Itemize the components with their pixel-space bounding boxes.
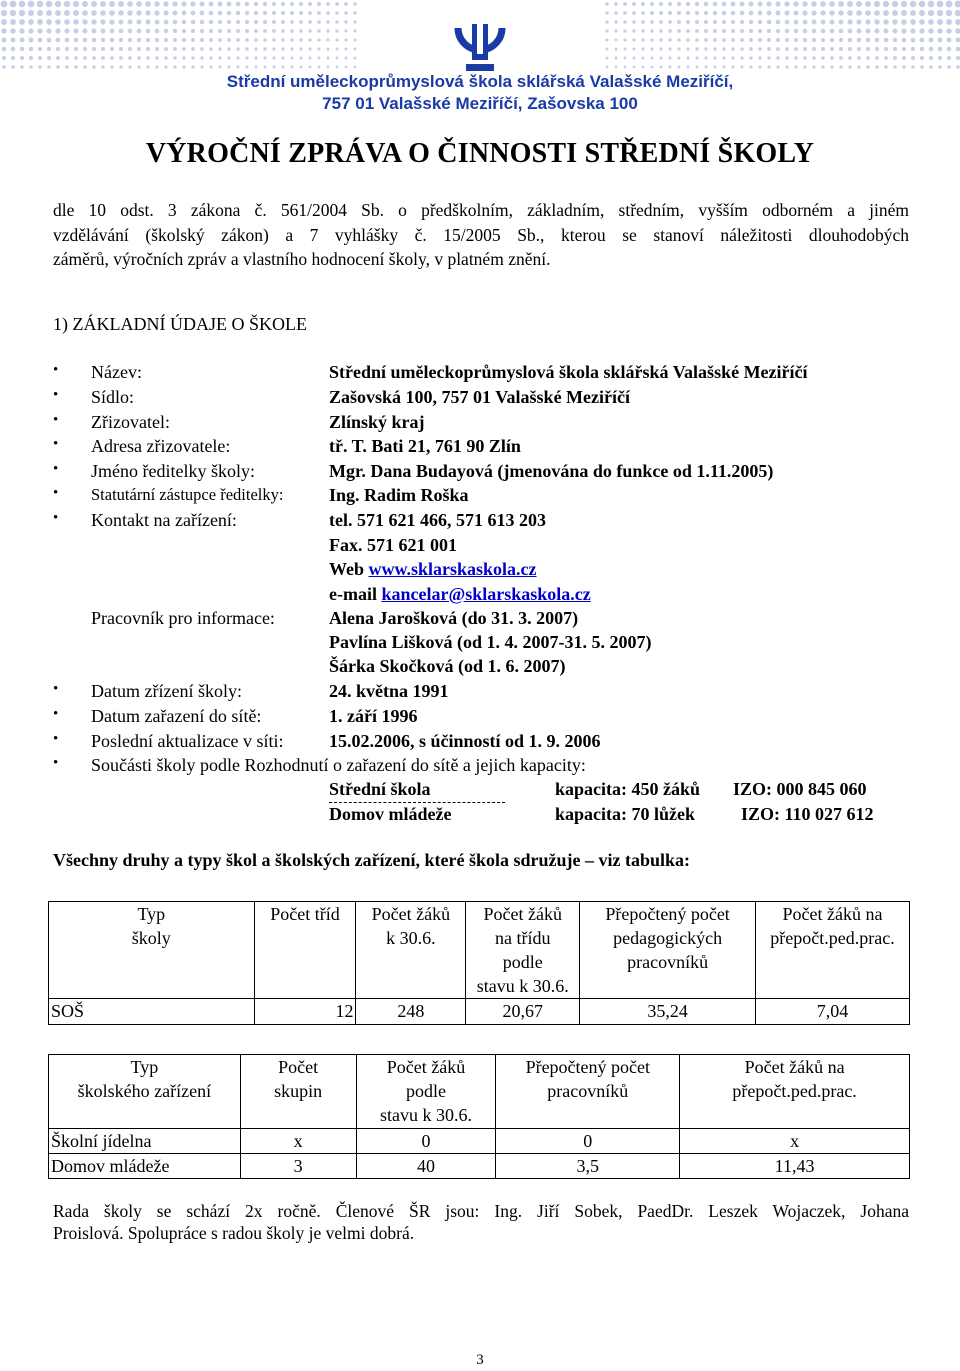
table-header-cell: Počet žáků na třídu podle stavu k 30.6. bbox=[466, 902, 580, 999]
info-label: Název: bbox=[91, 362, 142, 382]
table-header-cell: Přepočtený počet pracovníků bbox=[496, 1055, 680, 1129]
info-label: Statutární zástupce ředitelky: bbox=[91, 485, 284, 504]
intro-line: záměrů, výročních zpráv a vlastního hodnocení školy, v platném znění. bbox=[53, 249, 551, 269]
school-address-line: 757 01 Valašské Meziříčí, Zašovska 100 bbox=[322, 94, 638, 113]
table-row bbox=[49, 1154, 910, 1179]
info-label: Jméno ředitelky školy: bbox=[91, 461, 255, 481]
table-header-row bbox=[49, 1055, 910, 1129]
table-row bbox=[49, 999, 910, 1025]
info-value: Alena Jarošková (do 31. 3. 2007) bbox=[329, 608, 579, 628]
bullet: • bbox=[53, 362, 59, 378]
info-value: 15.02.2006, s účinností od 1. 9. 2006 bbox=[329, 731, 601, 751]
bullet: • bbox=[53, 436, 59, 452]
table-header-cell: Počet žáků podle stavu k 30.6. bbox=[356, 1055, 496, 1129]
table-header-row bbox=[49, 902, 910, 999]
component-capacity: kapacita: 450 žáků bbox=[555, 779, 701, 799]
info-label: Pracovník pro informace: bbox=[91, 608, 275, 628]
table-cell: 20,67 bbox=[466, 999, 580, 1025]
bullet: • bbox=[53, 412, 59, 428]
bullet: • bbox=[53, 485, 59, 501]
table-header-cell: Přepočtený počet pedagogických pracovníků bbox=[580, 902, 756, 999]
web-link[interactable]: www.sklarskaskola.cz bbox=[368, 559, 537, 579]
table-row bbox=[49, 1129, 910, 1154]
info-value: Střední uměleckoprůmyslová škola sklářská Valašské Meziříčí bbox=[329, 362, 808, 382]
table-header-cell: Počet skupin bbox=[240, 1055, 356, 1129]
table-header-cell: Počet žáků na přepočt.ped.prac. bbox=[756, 902, 910, 999]
footer-line: Rada školy se schází 2x ročně. Členové ŠR jsou: Ing. Jiří Sobek, PaedDr. Leszek Wojaczek, Johana bbox=[53, 1201, 909, 1221]
info-label: Součásti školy podle Rozhodnutí o zařazení do sítě a jejich kapacity: bbox=[91, 755, 586, 775]
info-value bbox=[329, 559, 537, 580]
web-prefix: Web bbox=[329, 559, 365, 579]
info-value: Fax. 571 621 001 bbox=[329, 535, 457, 555]
intro-line: dle 10 odst. 3 zákona č. 561/2004 Sb. o předškolním, základním, středním, vyšším odborném a jiném bbox=[53, 200, 909, 220]
bullet: • bbox=[53, 731, 59, 747]
table-header-cell: Počet žáků k 30.6. bbox=[356, 902, 466, 999]
school-name-line: Střední uměleckoprůmyslová škola sklářská Valašské Meziříčí, bbox=[226, 72, 734, 91]
component-name: Domov mládeže bbox=[329, 804, 452, 824]
table-cell: 11,43 bbox=[680, 1154, 910, 1179]
page-title: VÝROČNÍ ZPRÁVA O ČINNOSTI STŘEDNÍ ŠKOLY bbox=[145, 138, 815, 169]
email-link[interactable]: kancelar@sklarskaskola.cz bbox=[381, 584, 591, 604]
intro-line: vzdělávání (školský zákon) a 7 vyhlášky č. 15/2005 Sb., kterou se stanoví náležitosti dlouhodobých bbox=[53, 224, 909, 245]
info-label: Adresa zřizovatele: bbox=[91, 436, 231, 456]
table-header-cell: Počet tříd bbox=[254, 902, 356, 999]
table-cell: 0 bbox=[356, 1129, 496, 1154]
bullet: • bbox=[53, 387, 59, 403]
table-cell: 248 bbox=[356, 999, 466, 1025]
school-logo-icon bbox=[450, 20, 510, 76]
table-cell: x bbox=[680, 1129, 910, 1154]
info-value: Pavlína Lišková (od 1. 4. 2007-31. 5. 2007) bbox=[329, 632, 652, 652]
table-cell: 3,5 bbox=[496, 1154, 680, 1179]
component-capacity: kapacita: 70 lůžek bbox=[555, 804, 696, 824]
table-cell: Domov mládeže bbox=[49, 1154, 241, 1179]
table-cell: 40 bbox=[356, 1154, 496, 1179]
section-title: 1) ZÁKLADNÍ ÚDAJE O ŠKOLE bbox=[53, 314, 307, 334]
email-prefix: e-mail bbox=[329, 584, 377, 604]
school-types-table bbox=[48, 901, 910, 1025]
table-cell: 12 bbox=[254, 999, 356, 1025]
info-value: tel. 571 621 466, 571 613 203 bbox=[329, 510, 546, 530]
footer-line: Proislová. Spolupráce s radou školy je velmi dobrá. bbox=[53, 1223, 415, 1243]
info-label: Poslední aktualizace v síti: bbox=[91, 731, 284, 751]
info-value: Ing. Radim Roška bbox=[329, 485, 469, 505]
info-value: tř. T. Bati 21, 761 90 Zlín bbox=[329, 436, 521, 456]
component-izo: IZO: 110 027 612 bbox=[741, 804, 874, 824]
table-cell: 35,24 bbox=[580, 999, 756, 1025]
bullet: • bbox=[53, 681, 59, 697]
info-value bbox=[329, 584, 591, 605]
table-cell: SOŠ bbox=[49, 999, 255, 1025]
component-izo: IZO: 000 845 060 bbox=[733, 779, 867, 799]
info-value: 1. září 1996 bbox=[329, 706, 418, 726]
table-cell: 3 bbox=[240, 1154, 356, 1179]
table-header-cell: Počet žáků na přepočt.ped.prac. bbox=[680, 1055, 910, 1129]
info-value: 24. května 1991 bbox=[329, 681, 449, 701]
footer-paragraph bbox=[53, 1200, 909, 1244]
facility-types-table bbox=[48, 1054, 910, 1179]
table-header-cell: Typ školy bbox=[49, 902, 255, 999]
info-label: Zřizovatel: bbox=[91, 412, 170, 432]
bullet: • bbox=[53, 706, 59, 722]
component-name: Střední škola bbox=[329, 779, 431, 799]
table-cell: x bbox=[240, 1129, 356, 1154]
intro-paragraph bbox=[53, 198, 909, 272]
bullet: • bbox=[53, 755, 59, 771]
info-label: Datum zařazení do sítě: bbox=[91, 706, 262, 726]
info-label: Kontakt na zařízení: bbox=[91, 510, 237, 530]
table-heading: Všechny druhy a typy škol a školských zařízení, které škola sdružuje – viz tabulka: bbox=[53, 850, 691, 870]
info-value: Šárka Skočková (od 1. 6. 2007) bbox=[329, 656, 566, 676]
info-value: Zašovská 100, 757 01 Valašské Meziříčí bbox=[329, 387, 631, 407]
table-cell: 7,04 bbox=[756, 999, 910, 1025]
info-value: Zlínský kraj bbox=[329, 412, 425, 432]
info-label: Sídlo: bbox=[91, 387, 135, 407]
table-cell: 0 bbox=[496, 1129, 680, 1154]
divider bbox=[329, 802, 505, 803]
bullet: • bbox=[53, 461, 59, 477]
table-cell: Školní jídelna bbox=[49, 1129, 241, 1154]
info-label: Datum zřízení školy: bbox=[91, 681, 242, 701]
table-header-cell: Typ školského zařízení bbox=[49, 1055, 241, 1129]
info-value: Mgr. Dana Budayová (jmenována do funkce od 1.11.2005) bbox=[329, 461, 774, 481]
bullet: • bbox=[53, 510, 59, 526]
page-number: 3 bbox=[476, 1352, 484, 1368]
